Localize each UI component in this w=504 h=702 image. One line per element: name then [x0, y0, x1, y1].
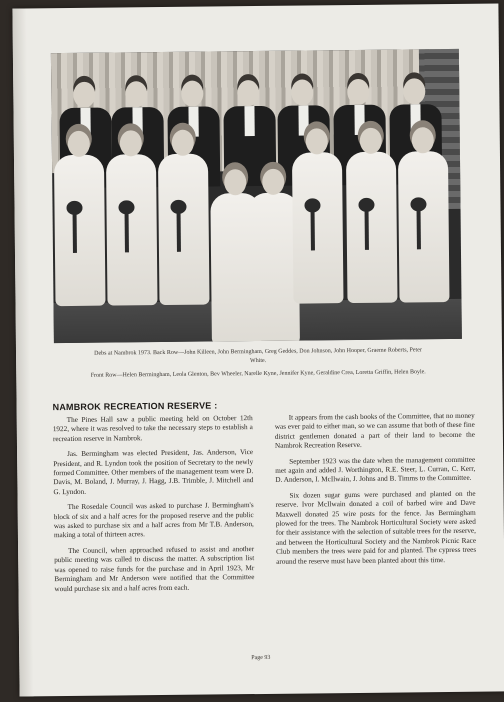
left-column	[53, 414, 255, 600]
book-page	[12, 3, 504, 696]
paragraph: It appears from the cash books of the Committee, that no money was ever paid to either man, so we can assume that both of these fine district gentlemen donated a part of their land to become the Nambrok Recreation Reserve.	[274, 411, 475, 451]
page-number: Page 93	[251, 654, 271, 662]
paragraph: September 1923 was the date when the management committee met again and added J. Worthington, R.E. Steer, L. Curran, C. Kerr, D. Anderson, I. McIlwain, J. Johns and B. Timms to the Committee.	[275, 455, 476, 485]
photo-person-front-row	[158, 130, 210, 306]
paragraph: The Council, when approached refused to assist and another public meeting was called to discuss the matter. A subscription list was opened to raise funds for the purchase and in April 1923, Mr Bermingham and Mr Anderson were notified that the Committee would purchase six and a half acres from each.	[54, 544, 255, 593]
section-heading: NAMBROK RECREATION RESERVE :	[52, 400, 218, 413]
photo-person-front-row	[398, 127, 450, 303]
right-column	[275, 412, 477, 573]
paragraph: The Pines Hall saw a public meeting held on October 12th 1922, where it was resolved to take the necessary steps to establish a recreation reserve in Nambrok.	[52, 414, 253, 443]
photo-person-front-row	[106, 130, 158, 306]
photo-person-front-row	[54, 131, 106, 307]
photo-person-front-row	[346, 128, 398, 304]
group-photograph	[51, 49, 462, 343]
paragraph: Six dozen sugar gums were purchased and planted on the reserve. Ivor McIlwain donated a coil of barbed wire and Dave Maxwell donated 25 wire posts for the fence. Jas Bermingham plowed for the trees. The Nambrok Horticultural Society were asked for their assistance with the selection of suitable trees for the reserve, and between the Horticultural Society and the Nambrok Picnic Race Club members the trees were paid for and planted. The cypress trees around the reserve must have been planted about this time.	[275, 489, 477, 566]
photo-caption-back-row: Debs at Nambrok 1973. Back Row—John Killeen, John Bermingham, Greg Geddes, Don Johnson, John Hooper, Graeme Roberts, Peter White.	[94, 347, 422, 364]
paragraph: The Rosedale Council was asked to purchase J. Bermingham's block of six and a half acres for the proposed reserve and the public was asked to purchase six and a half acres from Mr T.B. Anderson, making a total of thirteen acres.	[53, 501, 254, 540]
photo-caption-front-row: Front Row—Helen Bermingham, Leola Glenton, Bev Wheeler, Narelle Kyne, Jennifer Kyne, Geraldine Crea, Loretta Griffin, Helen Boyle.	[90, 369, 426, 379]
page-edge	[12, 8, 33, 696]
paragraph: Jas. Bermingham was elected President, Jas. Anderson, Vice President, and R. Lyndon took the position of Secretary to the newly formed Committee. Other members of the management team were D. Davis, M. Boland, J. Murray, J. Hagg, J.B. Trimble, J. Mitchell and G. Lyndon.	[53, 448, 254, 497]
photo-person-front-row	[292, 128, 344, 304]
